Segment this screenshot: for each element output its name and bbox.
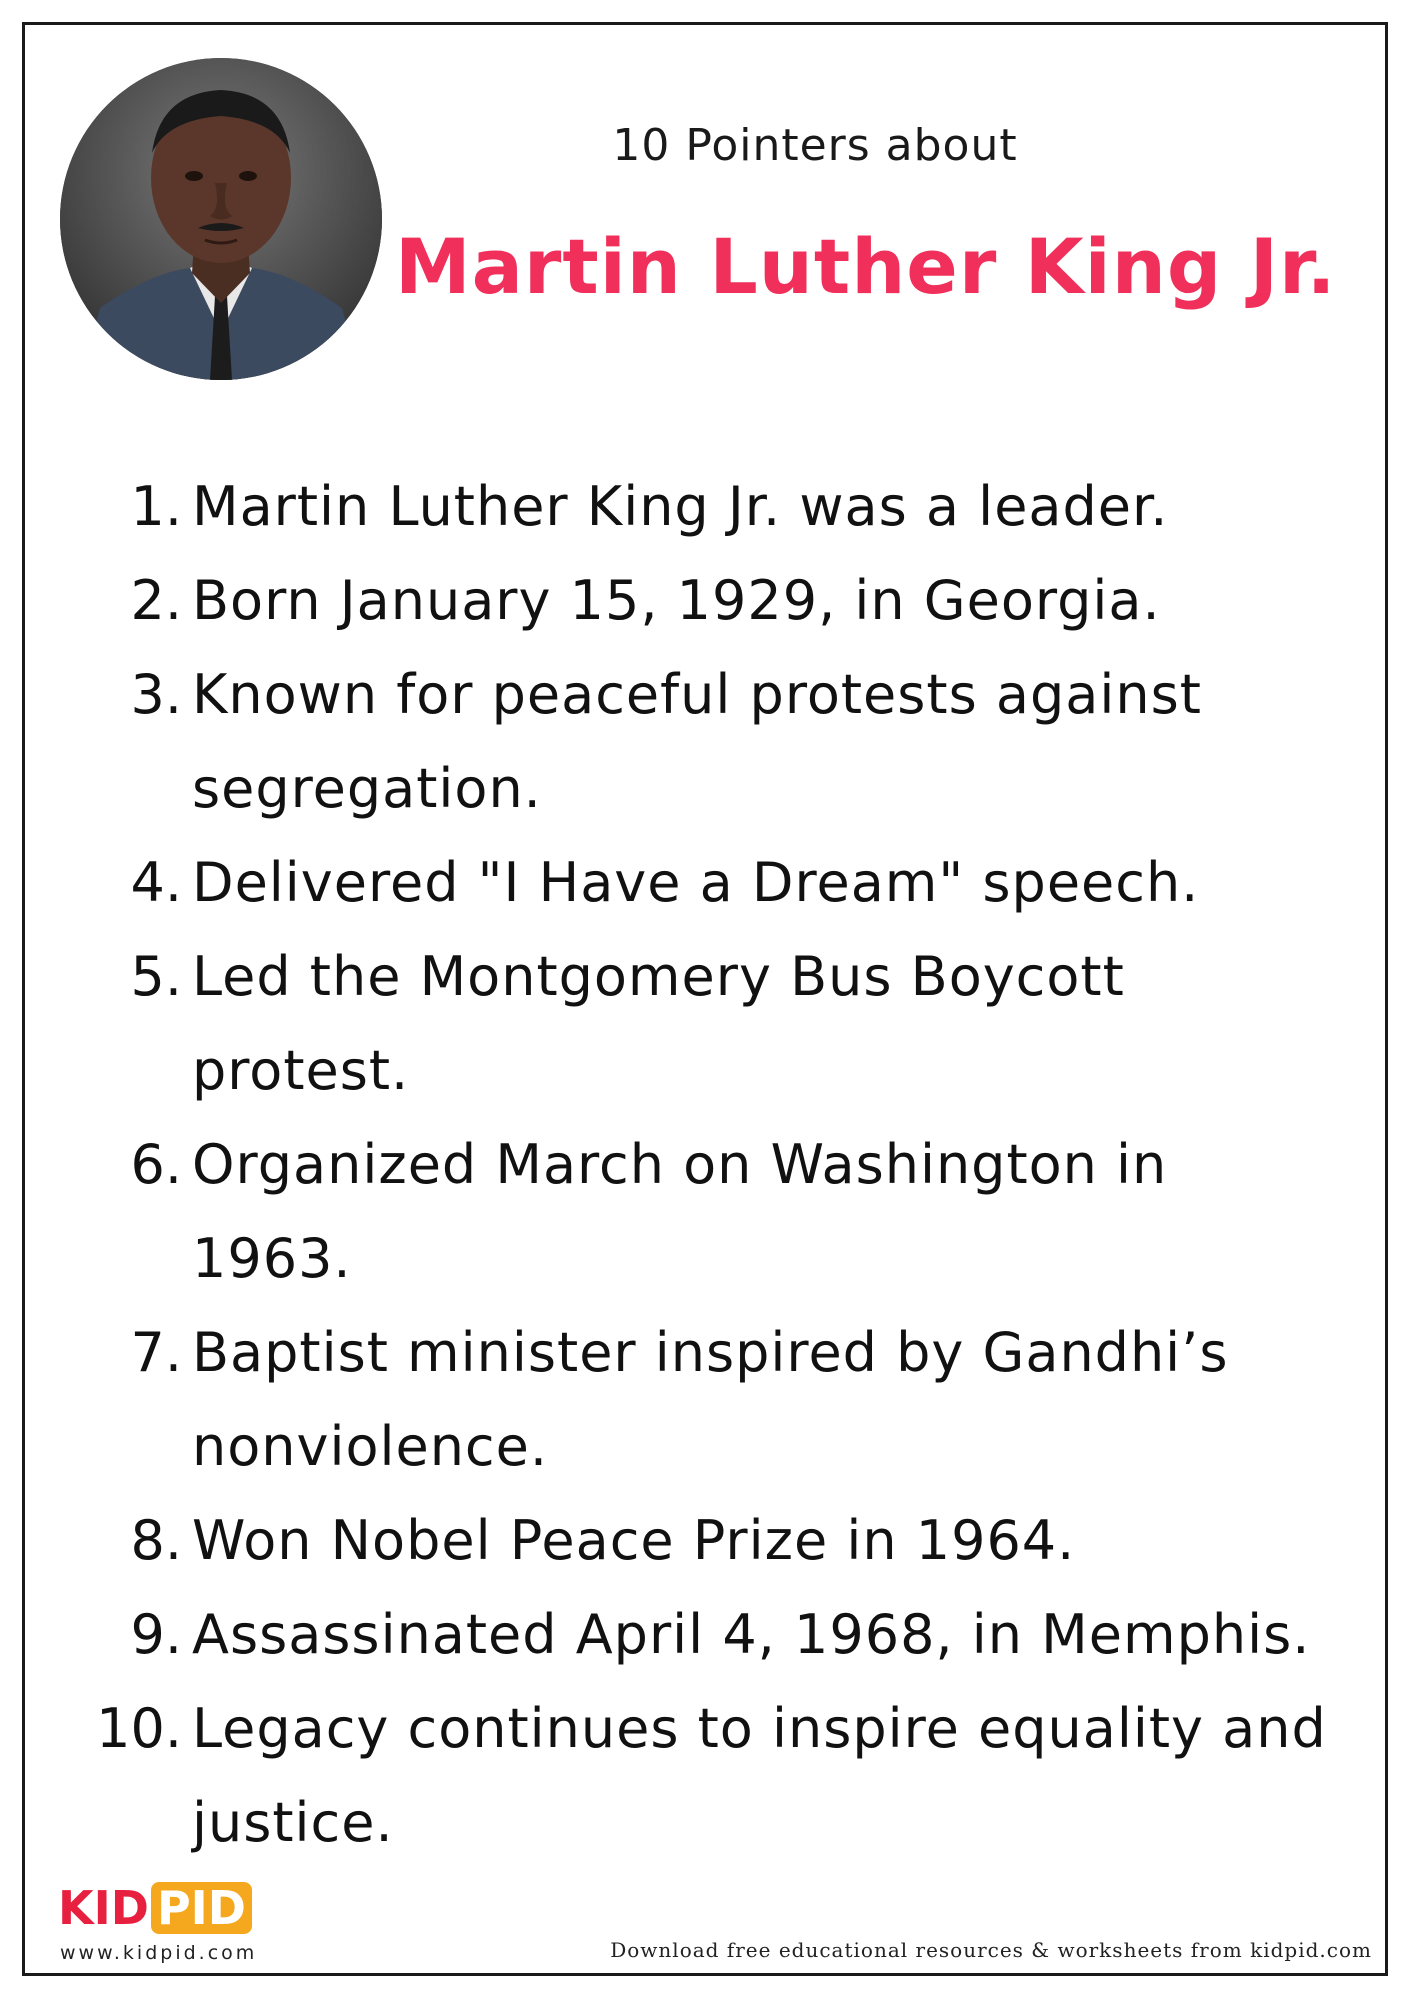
logo-kid-text: KID bbox=[58, 1881, 149, 1935]
list-item bbox=[70, 460, 1340, 554]
list-item bbox=[70, 648, 1340, 836]
item-text: Known for peaceful protests against segregation. bbox=[192, 663, 1202, 820]
item-text: Baptist minister inspired by Gandhi’s nonviolence. bbox=[192, 1321, 1229, 1478]
list-item bbox=[70, 1306, 1340, 1494]
item-number: 6. bbox=[130, 1133, 182, 1196]
portrait-photo bbox=[60, 58, 382, 380]
list-item bbox=[70, 836, 1340, 930]
list-item bbox=[70, 930, 1340, 1118]
kidpid-logo[interactable] bbox=[58, 1882, 252, 1934]
item-number: 7. bbox=[130, 1321, 182, 1384]
pretitle: 10 Pointers about bbox=[612, 120, 1018, 171]
item-text: Legacy continues to inspire equality and justice. bbox=[192, 1697, 1327, 1854]
item-text: Assassinated April 4, 1968, in Memphis. bbox=[192, 1603, 1311, 1666]
item-number: 3. bbox=[130, 663, 182, 726]
logo-url[interactable]: www.kidpid.com bbox=[60, 1942, 258, 1964]
item-number: 1. bbox=[130, 475, 182, 538]
item-number: 2. bbox=[130, 569, 182, 632]
list-item bbox=[70, 1494, 1340, 1588]
page-title: Martin Luther King Jr. bbox=[395, 222, 1337, 311]
item-number: 8. bbox=[130, 1509, 182, 1572]
list-item bbox=[70, 1118, 1340, 1306]
item-number: 4. bbox=[130, 851, 182, 914]
item-text: Won Nobel Peace Prize in 1964. bbox=[192, 1509, 1076, 1572]
item-text: Martin Luther King Jr. was a leader. bbox=[192, 475, 1169, 538]
item-text: Led the Montgomery Bus Boycott protest. bbox=[192, 945, 1125, 1102]
item-text: Organized March on Washington in 1963. bbox=[192, 1133, 1168, 1290]
item-number: 5. bbox=[130, 945, 182, 1008]
list-item bbox=[70, 554, 1340, 648]
item-text: Delivered "I Have a Dream" speech. bbox=[192, 851, 1200, 914]
item-number: 10. bbox=[96, 1697, 182, 1760]
logo-pid-text: PID bbox=[151, 1882, 252, 1934]
item-text: Born January 15, 1929, in Georgia. bbox=[192, 569, 1161, 632]
footer-text: Download free educational resources & worksheets from kidpid.com bbox=[610, 1938, 1372, 1962]
item-number: 9. bbox=[130, 1603, 182, 1666]
list-item bbox=[70, 1588, 1340, 1682]
pointer-list bbox=[70, 460, 1340, 1870]
list-item bbox=[70, 1682, 1340, 1870]
